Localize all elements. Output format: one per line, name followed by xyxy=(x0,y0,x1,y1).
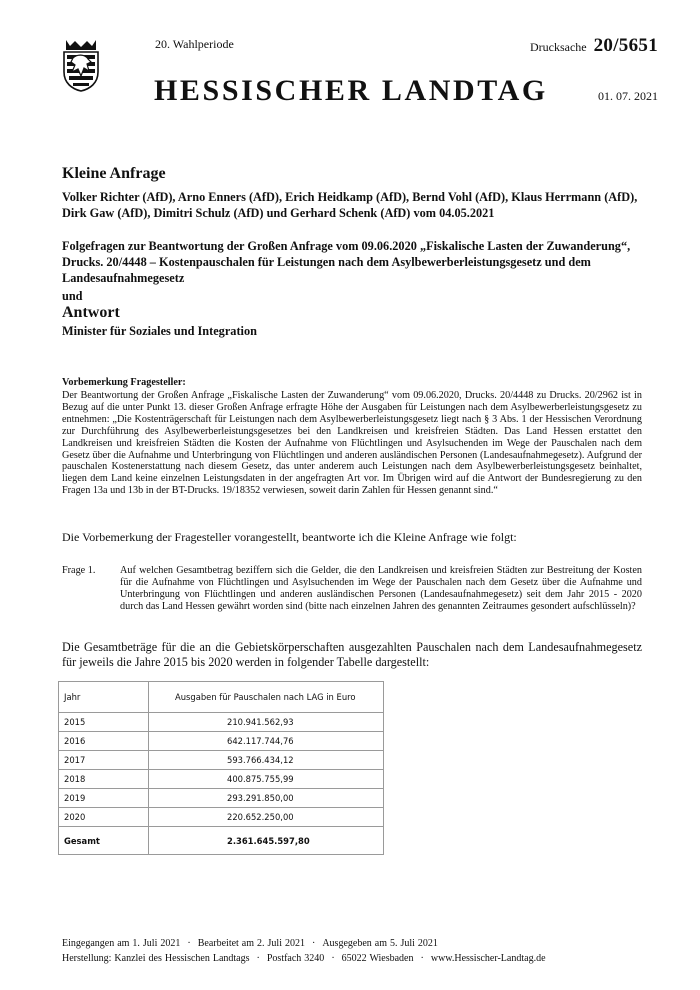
footer-dates xyxy=(62,938,438,949)
drucksache-label: Drucksache xyxy=(529,40,587,54)
footer-ausgegeben: Ausgegeben am 5. Juli 2021 xyxy=(322,938,438,949)
footer-separator: · xyxy=(420,953,424,964)
footer-separator: · xyxy=(331,953,335,964)
footer-imprint xyxy=(62,953,546,964)
footer-postfach: Postfach 3240 xyxy=(266,953,325,964)
amount-cell: 400.875.755,99 xyxy=(149,770,384,789)
minister: Minister für Soziales und Integration xyxy=(62,324,257,338)
year-cell: 2020 xyxy=(59,808,149,827)
amount-cell: 293.291.850,00 xyxy=(149,789,384,808)
vorbemerkung-heading: Vorbemerkung Fragesteller: xyxy=(62,377,186,388)
table-row xyxy=(59,713,384,732)
footer-separator: · xyxy=(311,938,316,949)
amount-cell: 210.941.562,93 xyxy=(149,713,384,732)
year-cell: 2015 xyxy=(59,713,149,732)
table-row xyxy=(59,751,384,770)
document-date: 01. 07. 2021 xyxy=(598,89,658,103)
year-cell: 2016 xyxy=(59,732,149,751)
amount-cell: 220.652.250,00 xyxy=(149,808,384,827)
amount-cell: 593.766.434,12 xyxy=(149,751,384,770)
vorbemerkung-text: Der Beantwortung der Großen Anfrage „Fiskalische Lasten der Zuwanderung“ vom 09.06.2020, Drucks. 20/4448 zu Drucks. 20/2962 ist in Bezug auf die unter Punkt 13. dieser Großen Anfrage erfragte Höhe der Ausgaben für Leistungen nach dem Asylbewerberleistungsgesetz zu entnehmen: „Die Kostenträgerschaft für Leistungen nach dem Asylbewerberleistungsgesetz liegt nach § 3 Abs. 1 der Hessischen Verordnung zur Durchführung des Asylbewerberleistungsgesetzes bei den Landkreisen und kreisfreien Städten. Das Land Hessen erstattet den Landkreisen und kreisfreien Städten die Kosten der Aufnahme von Flüchtlingen und Asylsuchenden im Wege der Pauschalen nach dem Gesetz über die Aufnahme und Unterbringung von Flüchtlingen und anderen ausländischen Personen (Landesaufnahmegesetz). Aufgrund der pauschalen Kostenerstattung nach diesem Gesetz, das unter anderem auch Leistungen nach dem Asylbewerberleistungsgesetz beinhaltet, liegen dem Land keine einzelnen Leistungsdaten in der angefragten Art vor. Im Übrigen wird auf die Antwort der Bundesregierung zu den Fragen 13a und 13b in der BT-Drucks. 19/18352 verwiesen, soweit darin Zahlen für Hessen genannt sind.“ xyxy=(62,390,642,497)
footer-bearbeitet: Bearbeitet am 2. Juli 2021 xyxy=(197,938,305,949)
total-label: Gesamt xyxy=(59,827,149,855)
table-row xyxy=(59,732,384,751)
document-type: Kleine Anfrage xyxy=(62,165,166,182)
footer-separator: · xyxy=(256,953,260,964)
answer-paragraph: Die Gesamtbeträge für die an die Gebietskörperschaften ausgezahlten Pauschalen nach dem Landesaufnahmegesetz für jeweils die Jahre 2015 bis 2020 werden in folgender Tabelle dargestellt: xyxy=(62,640,642,669)
table-total-row xyxy=(59,827,384,855)
und-connector: und xyxy=(62,289,83,303)
intro-text: Die Vorbemerkung der Fragesteller vorangestellt, beantworte ich die Kleine Anfrage wie folgt: xyxy=(62,530,517,544)
total-amount: 2.361.645.597,80 xyxy=(149,827,384,855)
year-cell: 2018 xyxy=(59,770,149,789)
parliament-title: HESSISCHER LANDTAG xyxy=(154,74,548,107)
table-row xyxy=(59,789,384,808)
footer-herstellung: Herstellung: Kanzlei des Hessischen Landtags xyxy=(62,953,250,964)
year-cell: 2017 xyxy=(59,751,149,770)
table-row xyxy=(59,770,384,789)
year-cell: 2019 xyxy=(59,789,149,808)
expenses-table xyxy=(58,681,384,855)
answer-title: Antwort xyxy=(62,304,120,321)
table-row xyxy=(59,808,384,827)
drucksache xyxy=(530,35,658,57)
authors: Volker Richter (AfD), Arno Enners (AfD), Erich Heidkamp (AfD), Bernd Vohl (AfD), Klaus Herrmann (AfD), Dirk Gaw (AfD), Dimitri Schulz (AfD) und Gerhard Schenk (AfD) vom 04.05.2021 xyxy=(62,190,638,220)
column-header-year: Jahr xyxy=(59,682,149,713)
column-header-amount: Ausgaben für Pauschalen nach LAG in Euro xyxy=(149,682,384,713)
amount-cell: 642.117.744,76 xyxy=(149,732,384,751)
frage-text: Auf welchen Gesamtbetrag beziffern sich die Gelder, die den Landkreisen und kreisfreien Städten zur Bestreitung der Kosten für die Aufnahme von Flüchtlingen und Asylsuchenden im Wege der Pauschalen nach dem Gesetz über die Aufnahme und Unterbringung von Flüchtlingen und anderen ausländischen Personen (Landesaufnahmegesetz) seit dem Jahr 2015 - 2020 durch das Land Hessen gewährt worden sind (bitte nach einzelnen Jahren des genannten Zeitraumes gesondert aufschlüsseln)? xyxy=(120,565,642,612)
footer-separator: · xyxy=(187,938,191,949)
hessen-coat-of-arms-icon xyxy=(60,38,102,92)
table-header-row xyxy=(59,682,384,713)
footer-eingegangen: Eingegangen am 1. Juli 2021 xyxy=(62,938,181,949)
footer-website-link[interactable]: www.Hessischer-Landtag.de xyxy=(430,953,546,964)
drucksache-number: 20/5651 xyxy=(593,35,658,56)
frage-label: Frage 1. xyxy=(62,565,96,576)
wahlperiode: 20. Wahlperiode xyxy=(155,37,234,51)
subject: Folgefragen zur Beantwortung der Großen Anfrage vom 09.06.2020 „Fiskalische Lasten der Zuwanderung“, Drucks. 20/4448 – Kostenpauschalen für Leistungen nach dem Asylbewerberleistungsgesetz und dem Landesaufnahmegesetz xyxy=(62,239,631,285)
footer-ort: 65022 Wiesbaden xyxy=(341,953,414,964)
